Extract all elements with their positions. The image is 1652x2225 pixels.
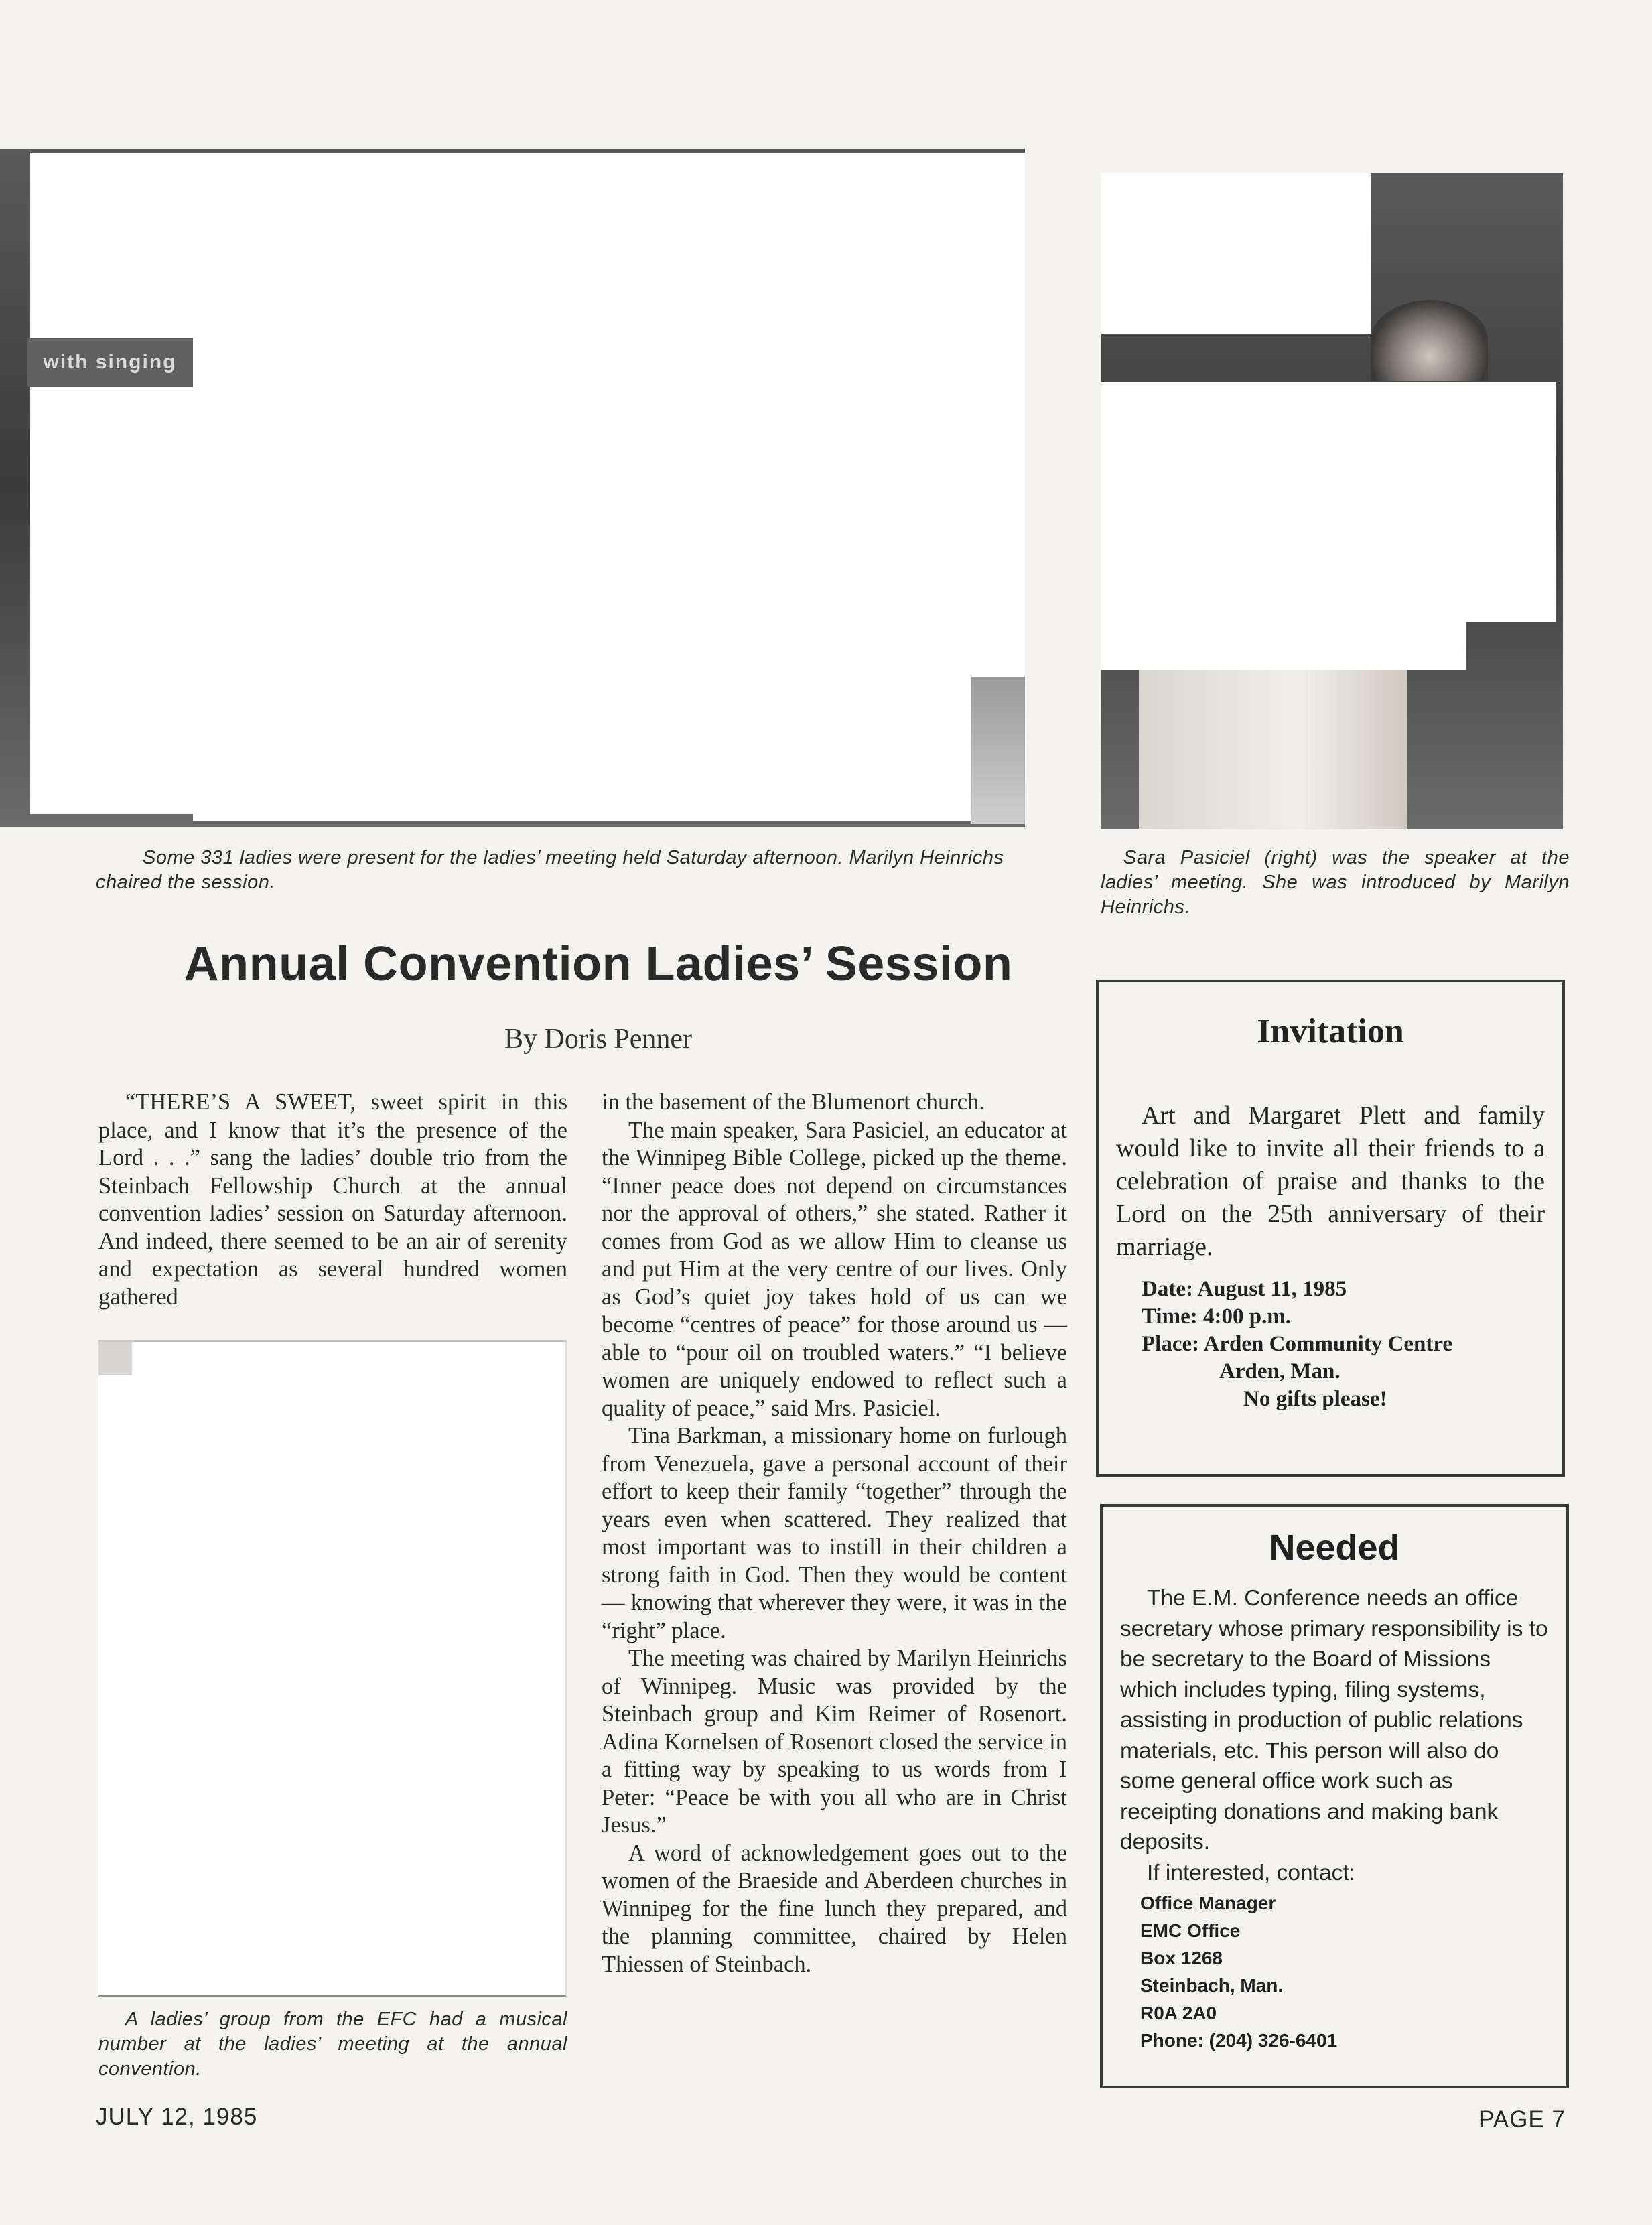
invitation-place: Place: Arden Community Centre	[1142, 1332, 1453, 1356]
photo-speaker-face	[1371, 300, 1488, 381]
photo-ladies-meeting-fragment	[971, 677, 1025, 824]
photo-redaction	[30, 385, 1022, 814]
photo-group	[98, 1340, 567, 1997]
article-column-2	[602, 1089, 1067, 1978]
needed-contact-intro: If interested, contact:	[1147, 1860, 1355, 1885]
invitation-place-line2: Arden, Man.	[1219, 1359, 1340, 1384]
article-paragraph: A word of acknowledgement goes out to the women of the Braeside and Aberdeen churches in Winnipeg for the fine lunch they prepared, and the planning committee, chaired by Helen Thiessen of Steinbach.	[602, 1840, 1067, 1977]
needed-box	[1100, 1504, 1569, 2088]
caption-group: A ladies’ group from the EFC had a musical number at the ladies’ meeting at the annual convention.	[98, 2009, 567, 2080]
contact-line: R0A 2A0	[1140, 2003, 1217, 2023]
footer-date: JULY 12, 1985	[96, 2104, 258, 2130]
photo-redaction	[1101, 382, 1556, 622]
article-headline: Annual Convention Ladies’ Session	[184, 937, 1013, 991]
photo-group-fragment	[98, 1342, 132, 1375]
photo-sign-text: with singing	[43, 351, 177, 373]
invitation-body: Art and Margaret Plett and family would like to invite all their friends to a celebration of praise and thanks to the Lord on the 25th anniversary of their marriage.	[1116, 1101, 1545, 1261]
article-paragraph: The main speaker, Sara Pasiciel, an educator at the Winnipeg Bible College, picked up the theme. “Inner peace does not depend on circumstances nor the approval of others,” she stated. Rather it comes from God as we allow Him to cleanse us and put Him at the very centre of our lives. Only as God’s quiet joy takes hold of us can we become “centres of peace” for those around us — able to “pour oil on troubled waters.” “I believe women are uniquely endowed to reflect such a quality of peace,” said Mrs. Pasiciel.	[602, 1117, 1067, 1421]
article-paragraph: The meeting was chaired by Marilyn Heinrichs of Winnipeg. Music was provided by the Steinbach group and Kim Reimer of Rosenort. Adina Kornelsen of Rosenort closed the service in a fitting way by speaking to us words from I Peter: “Peace be with you all who are in Christ Jesus.”	[602, 1645, 1067, 1838]
contact-line: Office Manager	[1140, 1893, 1276, 1913]
photo-speaker-jacket	[1139, 670, 1407, 829]
photo-redaction	[1101, 173, 1371, 334]
photo-redaction	[30, 153, 1025, 342]
invitation-date: Date: August 11, 1985	[1142, 1277, 1347, 1301]
article-paragraph: Tina Barkman, a missionary home on furlough from Venezuela, gave a personal account of their effort to keep their family “together” through the years even when scattered. They realized that most important was to instill in their children a strong faith in God. Then they would be content — knowing that wherever they were, it was in the “right” place.	[602, 1423, 1067, 1643]
invitation-time: Time: 4:00 p.m.	[1142, 1304, 1292, 1329]
invitation-title: Invitation	[1257, 1012, 1404, 1051]
article-byline: By Doris Penner	[504, 1024, 692, 1055]
caption-ladies-meeting: Some 331 ladies were present for the ladies’ meeting held Saturday afternoon. Marilyn Heinrichs chaired the session.	[96, 847, 1004, 893]
article-paragraph: in the basement of the Blumenort church.	[602, 1089, 985, 1115]
article-paragraph: “THERE’S A SWEET, sweet spirit in this place, and I know that it’s the presence of the Lord . . .” sang the ladies’ double trio from the Steinbach Fellowship Church at the annual convention ladies’ session on Saturday afternoon. And indeed, there seemed to be an air of serenity and expectation as several hundred women gathered	[98, 1089, 567, 1310]
article-column-1	[98, 1089, 567, 1311]
footer-page-number: PAGE 7	[1478, 2106, 1566, 2133]
photo-sign	[27, 338, 193, 387]
contact-line: Phone: (204) 326-6401	[1140, 2030, 1338, 2051]
needed-body: The E.M. Conference needs an office secretary whose primary responsibility is to be secretary to the Board of Missions which includes typing, filing systems, assisting in production of public relations materials, etc. This person will also do some general office work such as receipting donations and making bank deposits.	[1120, 1586, 1548, 1855]
contact-line: EMC Office	[1140, 1920, 1241, 1941]
contact-line: Box 1268	[1140, 1948, 1223, 1968]
invitation-box	[1096, 980, 1565, 1477]
contact-line: Steinbach, Man.	[1140, 1975, 1284, 1996]
caption-speaker: Sara Pasiciel (right) was the speaker at the ladies’ meeting. She was introduced by Marilyn Heinrichs.	[1101, 847, 1570, 918]
needed-title: Needed	[1269, 1528, 1400, 1568]
invitation-note: No gifts please!	[1243, 1387, 1387, 1411]
photo-redaction	[1101, 616, 1466, 670]
